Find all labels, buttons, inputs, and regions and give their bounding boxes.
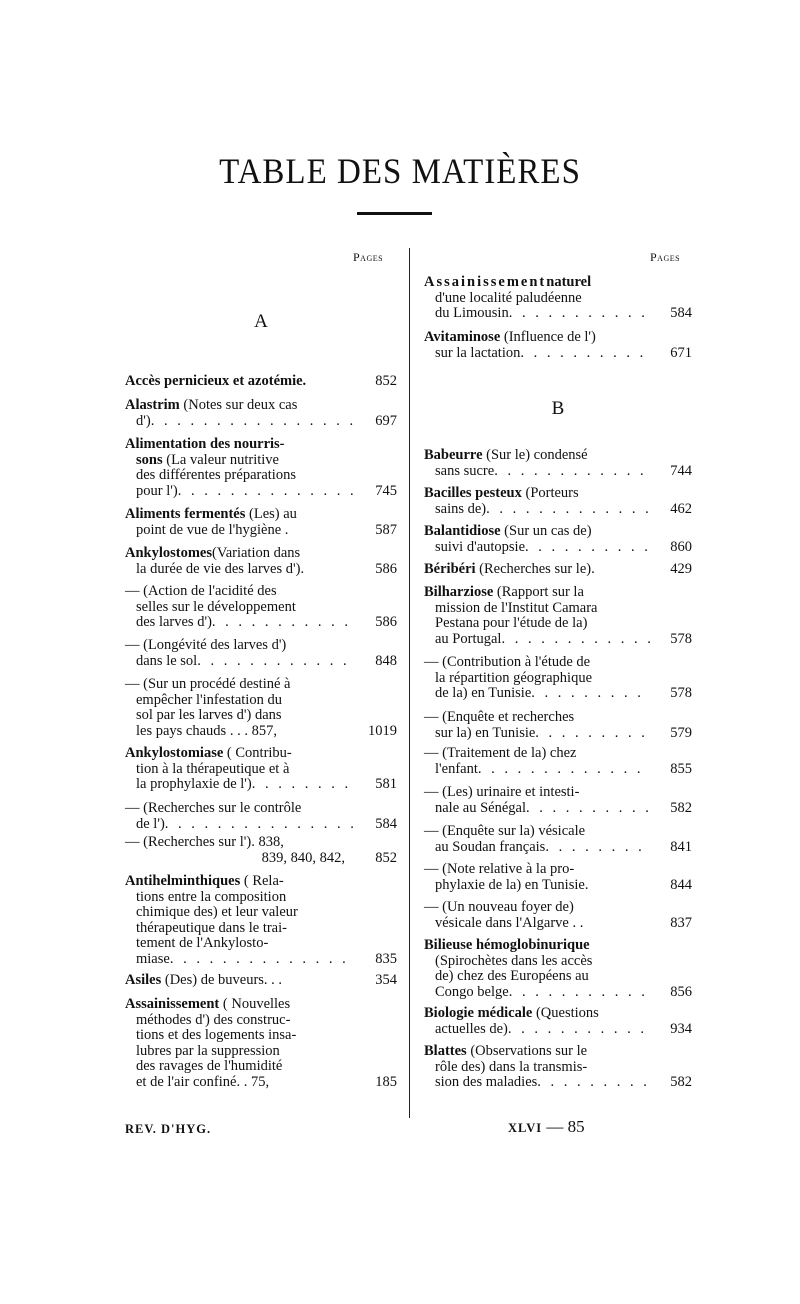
entry-line bbox=[424, 464, 692, 480]
entry-text: (Recherches sur le). bbox=[475, 561, 595, 577]
dot-leader bbox=[535, 726, 650, 742]
dot-leader bbox=[545, 840, 650, 856]
dot-leader bbox=[170, 952, 355, 968]
entry-text: du Limousin bbox=[435, 305, 509, 322]
leader-space bbox=[304, 562, 355, 578]
entry-text: (Variation dans bbox=[212, 545, 301, 561]
entry-line bbox=[125, 762, 397, 778]
footer-volume: XLVI bbox=[508, 1121, 543, 1135]
leader-space bbox=[288, 523, 355, 539]
entry-text: rôle des) dans la transmis- bbox=[435, 1058, 588, 1075]
entry-line bbox=[125, 1044, 397, 1060]
page-number: 462 bbox=[670, 500, 692, 517]
entry-line bbox=[125, 437, 397, 453]
entry-line bbox=[125, 997, 397, 1013]
entry-text: tion à la thérapeutique et à bbox=[136, 760, 290, 777]
entry-line bbox=[424, 448, 692, 464]
entry-line bbox=[424, 726, 692, 742]
entry-line bbox=[125, 484, 397, 500]
entry-text: la durée de vie des larves d'). bbox=[136, 560, 305, 577]
entry-line bbox=[125, 801, 397, 817]
entry-line bbox=[125, 562, 397, 578]
entry-line bbox=[424, 801, 692, 817]
entry-line bbox=[424, 862, 692, 878]
entry-text: point de vue de l'hygiène . bbox=[136, 521, 289, 538]
index-entry bbox=[125, 973, 397, 989]
entry-text: actuelles de) bbox=[435, 1020, 508, 1037]
page-number: 855 bbox=[670, 760, 692, 777]
entry-text: suivi d'autopsie bbox=[435, 538, 526, 555]
entry-text: thérapeutique dans le trai- bbox=[136, 919, 287, 936]
entry-line bbox=[424, 762, 692, 778]
entry-text: selles sur le développement bbox=[136, 598, 296, 615]
index-entry bbox=[125, 835, 397, 866]
entry-line bbox=[424, 878, 692, 894]
footer-signature bbox=[508, 1117, 585, 1137]
index-entry bbox=[125, 398, 397, 429]
footer-page-number: 85 bbox=[567, 1117, 585, 1136]
leader-space bbox=[595, 562, 650, 578]
footer-separator: — bbox=[542, 1117, 568, 1136]
entry-text: — (Enquête et recherches bbox=[424, 709, 575, 725]
entry-text: (Les) au bbox=[245, 506, 297, 522]
dot-leader bbox=[178, 484, 355, 500]
index-entry bbox=[424, 275, 692, 322]
left-pages-header: Pages bbox=[353, 250, 384, 264]
entry-text: — (Action de l'acidité des bbox=[125, 583, 277, 599]
entry-heading: Bilharziose bbox=[424, 584, 494, 600]
page-number: 848 bbox=[375, 652, 397, 669]
entry-line bbox=[125, 973, 397, 989]
entry-text: — (Note relative à la pro- bbox=[424, 861, 575, 877]
entry-text: sion des maladies bbox=[435, 1074, 538, 1091]
index-entry bbox=[424, 785, 692, 816]
page-number: 582 bbox=[670, 1074, 692, 1091]
index-entry bbox=[125, 746, 397, 793]
entry-text: sur la lactation bbox=[435, 344, 521, 361]
entry-heading: Aliments fermentés bbox=[125, 506, 246, 522]
page-number: 581 bbox=[375, 776, 397, 793]
page-title: TABLE DES MATIÈRES bbox=[219, 152, 581, 192]
dot-leader bbox=[165, 817, 355, 833]
entry-line bbox=[125, 523, 397, 539]
entry-heading: Antihelminthiques bbox=[125, 873, 241, 889]
entry-line bbox=[424, 616, 692, 632]
entry-text: — (Enquête sur la) vésicale bbox=[424, 823, 586, 839]
index-entry bbox=[125, 874, 397, 968]
entry-text: sur la) en Tunisie bbox=[435, 724, 536, 741]
page-number: 354 bbox=[375, 972, 397, 988]
entry-text: (Rapport sur la bbox=[493, 584, 584, 600]
index-entry bbox=[424, 824, 692, 855]
entry-line bbox=[125, 1075, 397, 1091]
entry-line bbox=[125, 638, 397, 654]
entry-text: et de l'air confiné. . 75, bbox=[136, 1073, 270, 1090]
index-entry bbox=[424, 1006, 692, 1037]
leader-space bbox=[269, 1075, 355, 1091]
entry-line bbox=[424, 954, 692, 970]
dot-leader bbox=[486, 502, 650, 518]
entry-text: des différentes préparations bbox=[136, 467, 296, 484]
entry-line bbox=[125, 507, 397, 523]
entry-line bbox=[424, 710, 692, 726]
entry-line bbox=[424, 985, 692, 1001]
entry-text: la prophylaxie de l') bbox=[136, 776, 252, 793]
page-number: 856 bbox=[670, 983, 692, 1000]
entry-line bbox=[424, 900, 692, 916]
page-number: 860 bbox=[670, 538, 692, 555]
entry-line bbox=[125, 468, 397, 484]
entry-line bbox=[125, 677, 397, 693]
entry-line bbox=[125, 1028, 397, 1044]
page-number: 697 bbox=[375, 412, 397, 429]
entry-text: — (Recherches sur le contrôle bbox=[125, 800, 302, 816]
section-letter-b: B bbox=[551, 398, 565, 419]
entry-text: sains de) bbox=[435, 500, 487, 517]
page-number: 841 bbox=[670, 838, 692, 855]
entry-line bbox=[424, 840, 692, 856]
dot-leader bbox=[501, 632, 650, 648]
entry-text: tement de l'Ankylosto- bbox=[136, 935, 269, 952]
index-entry bbox=[125, 677, 397, 739]
entry-line bbox=[125, 851, 397, 867]
dot-leader bbox=[197, 654, 355, 670]
entry-line bbox=[424, 824, 692, 840]
page-number: 578 bbox=[670, 685, 692, 702]
entry-text: de la) en Tunisie bbox=[435, 685, 532, 702]
entry-text: l'enfant bbox=[435, 760, 478, 777]
entry-text: ( Rela- bbox=[240, 873, 284, 889]
dot-leader bbox=[509, 306, 650, 322]
entry-text: (Influence de l') bbox=[500, 329, 596, 345]
entry-line bbox=[424, 562, 692, 578]
index-entry bbox=[424, 938, 692, 1000]
entry-line bbox=[125, 890, 397, 906]
entry-line bbox=[424, 746, 692, 762]
page-number: 584 bbox=[375, 815, 397, 832]
entry-heading: Biologie médicale bbox=[424, 1005, 533, 1021]
entry-line bbox=[424, 330, 692, 346]
index-entry bbox=[125, 997, 397, 1091]
entry-text: ( Contribu- bbox=[223, 745, 292, 761]
index-entry bbox=[125, 437, 397, 499]
leader-space bbox=[282, 973, 355, 989]
entry-text: tions entre la composition bbox=[136, 888, 287, 905]
dot-leader bbox=[525, 540, 650, 556]
entry-text: d') bbox=[136, 412, 151, 429]
entry-text: — (Traitement de la) chez bbox=[424, 745, 577, 761]
entry-line bbox=[424, 306, 692, 322]
entry-text: au Portugal bbox=[435, 630, 502, 647]
leader-space bbox=[277, 724, 355, 740]
page-number: 579 bbox=[670, 724, 692, 741]
entry-line bbox=[424, 601, 692, 617]
entry-text: (Sur un cas de) bbox=[500, 523, 592, 539]
entry-line bbox=[424, 486, 692, 502]
page-number: 1019 bbox=[368, 722, 397, 739]
dot-leader bbox=[151, 414, 355, 430]
entry-line bbox=[424, 585, 692, 601]
entry-heading: Accès pernicieux et azotémie. bbox=[125, 373, 307, 389]
entry-text: (La valeur nutritive bbox=[162, 451, 279, 468]
entry-text: ( Nouvelles bbox=[219, 996, 291, 1012]
section-letter-a: A bbox=[254, 311, 268, 332]
entry-line bbox=[424, 291, 692, 307]
entry-text: tions et des logements insa- bbox=[136, 1027, 297, 1044]
entry-line bbox=[424, 686, 692, 702]
entry-line bbox=[125, 905, 397, 921]
entry-text: — (Sur un procédé destiné à bbox=[125, 676, 291, 692]
entry-line bbox=[125, 600, 397, 616]
index-entry bbox=[125, 507, 397, 538]
entry-line bbox=[424, 785, 692, 801]
index-entry bbox=[424, 524, 692, 555]
entry-heading: Alastrim bbox=[125, 397, 180, 413]
entry-text: — (Les) urinaire et intesti- bbox=[424, 784, 580, 800]
entry-line bbox=[125, 936, 397, 952]
entry-line bbox=[424, 655, 692, 671]
entry-heading: Assainissement bbox=[125, 996, 220, 1012]
entry-text: chimique des) et leur valeur bbox=[136, 904, 298, 921]
entry-heading: Bacilles pesteux bbox=[424, 485, 522, 501]
entry-line bbox=[125, 724, 397, 740]
entry-line bbox=[424, 1022, 692, 1038]
leader-space bbox=[588, 878, 650, 894]
entry-line bbox=[424, 502, 692, 518]
title-rule bbox=[357, 212, 432, 215]
page-number: 844 bbox=[670, 876, 692, 893]
entry-line bbox=[125, 615, 397, 631]
entry-line bbox=[424, 1075, 692, 1091]
entry-line bbox=[424, 632, 692, 648]
page-number: 837 bbox=[670, 914, 692, 931]
entry-line bbox=[125, 1059, 397, 1075]
entry-text: — (Recherches sur l'). 838, bbox=[125, 834, 284, 850]
entry-heading-spaced: Assainissement bbox=[424, 274, 547, 290]
entry-text: vésicale dans l'Algarve . . bbox=[435, 914, 584, 931]
entry-line bbox=[125, 546, 397, 562]
index-entry bbox=[424, 585, 692, 647]
entry-heading: Bilieuse hémoglobinurique bbox=[424, 937, 590, 953]
entry-heading: Ankylostomiase bbox=[125, 745, 224, 761]
entry-line bbox=[125, 746, 397, 762]
entry-text: la répartition géographique bbox=[435, 669, 593, 686]
dot-leader bbox=[520, 346, 650, 362]
index-entry bbox=[125, 638, 397, 669]
entry-heading: Blattes bbox=[424, 1043, 467, 1059]
entry-text: des larves d') bbox=[136, 614, 212, 631]
entry-text: les pays chauds . . . 857, bbox=[136, 722, 277, 739]
page-number: 586 bbox=[375, 560, 397, 577]
entry-text: dans le sol bbox=[136, 652, 198, 669]
entry-text: (Porteurs bbox=[521, 485, 579, 501]
page-number: 934 bbox=[670, 1020, 692, 1037]
page-number: 745 bbox=[375, 482, 397, 499]
entry-text: de) chez des Européens au bbox=[435, 968, 589, 985]
dot-leader bbox=[508, 1022, 650, 1038]
index-entry bbox=[424, 562, 692, 578]
entry-line bbox=[424, 969, 692, 985]
entry-text: empêcher l'infestation du bbox=[136, 691, 282, 708]
page-number: 671 bbox=[670, 344, 692, 361]
index-entry bbox=[125, 374, 397, 390]
page-number: 429 bbox=[670, 561, 692, 577]
entry-line bbox=[125, 921, 397, 937]
entry-line bbox=[424, 540, 692, 556]
entry-line bbox=[125, 817, 397, 833]
leader-space bbox=[583, 916, 650, 932]
dot-leader bbox=[494, 464, 650, 480]
entry-text: phylaxie de la) en Tunisie. bbox=[435, 876, 589, 893]
index-entry bbox=[424, 710, 692, 741]
entry-line bbox=[125, 654, 397, 670]
dot-leader bbox=[212, 615, 355, 631]
entry-text: (Questions bbox=[532, 1005, 599, 1021]
dot-leader bbox=[509, 985, 650, 1001]
entry-text: miase bbox=[136, 950, 170, 967]
index-entry bbox=[125, 546, 397, 577]
page-number: 587 bbox=[375, 521, 397, 538]
entry-line bbox=[125, 693, 397, 709]
index-entry bbox=[125, 801, 397, 832]
entry-text: (Notes sur deux cas bbox=[179, 397, 298, 413]
entry-text: (Spirochètes dans les accès bbox=[435, 952, 593, 969]
index-entry bbox=[424, 1044, 692, 1091]
entry-text: sol par les larves d') dans bbox=[136, 707, 282, 724]
entry-text: (Observations sur le bbox=[466, 1043, 588, 1059]
page-number: 852 bbox=[375, 849, 397, 866]
entry-text: méthodes d') des construc- bbox=[136, 1011, 291, 1028]
entry-text: d'une localité paludéenne bbox=[435, 289, 582, 306]
entry-text: de l') bbox=[136, 815, 165, 832]
page-number: 852 bbox=[375, 373, 397, 389]
entry-text: — (Un nouveau foyer de) bbox=[424, 899, 574, 915]
entry-line bbox=[424, 671, 692, 687]
entry-text: 839, 840, 842, bbox=[261, 849, 345, 866]
entry-text: (Des) de buveurs. . . bbox=[161, 972, 283, 988]
index-entry bbox=[424, 486, 692, 517]
entry-text: lubres par la suppression bbox=[136, 1042, 280, 1059]
entry-text: des ravages de l'humidité bbox=[136, 1058, 283, 1075]
index-entry bbox=[424, 655, 692, 702]
entry-line bbox=[424, 1006, 692, 1022]
dot-leader bbox=[531, 686, 650, 702]
entry-line bbox=[424, 916, 692, 932]
entry-line bbox=[424, 524, 692, 540]
entry-heading: Asiles bbox=[125, 972, 162, 988]
entry-text: (Sur le) condensé bbox=[482, 447, 588, 463]
page-number: 835 bbox=[375, 950, 397, 967]
entry-line bbox=[125, 584, 397, 600]
entry-line bbox=[424, 938, 692, 954]
entry-line bbox=[125, 453, 397, 469]
page-number: 744 bbox=[670, 462, 692, 479]
entry-line bbox=[424, 1044, 692, 1060]
dot-leader bbox=[478, 762, 650, 778]
entry-text: — (Contribution à l'étude de bbox=[424, 654, 591, 670]
entry-line bbox=[125, 398, 397, 414]
entry-text: Pestana pour l'étude de la) bbox=[435, 615, 588, 632]
entry-line bbox=[125, 1013, 397, 1029]
entry-heading: sons bbox=[136, 451, 163, 468]
entry-line bbox=[125, 374, 397, 390]
column-divider bbox=[409, 248, 410, 1118]
page-number: 584 bbox=[670, 305, 692, 322]
dot-leader bbox=[252, 777, 355, 793]
entry-heading: Alimentation des nourris- bbox=[125, 436, 285, 452]
page-number: 185 bbox=[375, 1073, 397, 1090]
index-entry bbox=[424, 746, 692, 777]
entry-line bbox=[125, 414, 397, 430]
entry-heading: Babeurre bbox=[424, 447, 483, 463]
entry-line bbox=[125, 835, 397, 851]
footer-journal: REV. D'HYG. bbox=[125, 1122, 212, 1136]
entry-line bbox=[424, 275, 692, 291]
entry-text: pour l') bbox=[136, 482, 178, 499]
entry-line bbox=[125, 952, 397, 968]
entry-heading: Avitaminose bbox=[424, 329, 501, 345]
dot-leader bbox=[537, 1075, 650, 1091]
index-entry bbox=[125, 584, 397, 631]
page-number: 586 bbox=[375, 614, 397, 631]
dot-leader bbox=[526, 801, 650, 817]
leader-space bbox=[306, 374, 355, 390]
index-entry bbox=[424, 448, 692, 479]
entry-text: Congo belge bbox=[435, 983, 509, 1000]
page-number: 578 bbox=[670, 630, 692, 647]
index-entry bbox=[424, 900, 692, 931]
entry-text: nale au Sénégal bbox=[435, 799, 526, 816]
entry-text: au Soudan français bbox=[435, 838, 546, 855]
page-number: 582 bbox=[670, 799, 692, 816]
entry-text: sans sucre bbox=[435, 462, 495, 479]
entry-line bbox=[125, 777, 397, 793]
entry-line bbox=[424, 346, 692, 362]
index-entry bbox=[424, 330, 692, 361]
index-entry bbox=[424, 862, 692, 893]
entry-line bbox=[125, 708, 397, 724]
entry-heading: Ankylostomes bbox=[125, 545, 213, 561]
right-pages-header: Pages bbox=[650, 250, 681, 264]
entry-text: — (Longévité des larves d') bbox=[125, 637, 287, 653]
entry-line bbox=[424, 1060, 692, 1076]
entry-heading: naturel bbox=[546, 274, 592, 290]
entry-text: mission de l'Institut Camara bbox=[435, 599, 598, 616]
entry-line bbox=[125, 874, 397, 890]
entry-heading: Balantidiose bbox=[424, 523, 501, 539]
entry-heading: Béribéri bbox=[424, 561, 476, 577]
